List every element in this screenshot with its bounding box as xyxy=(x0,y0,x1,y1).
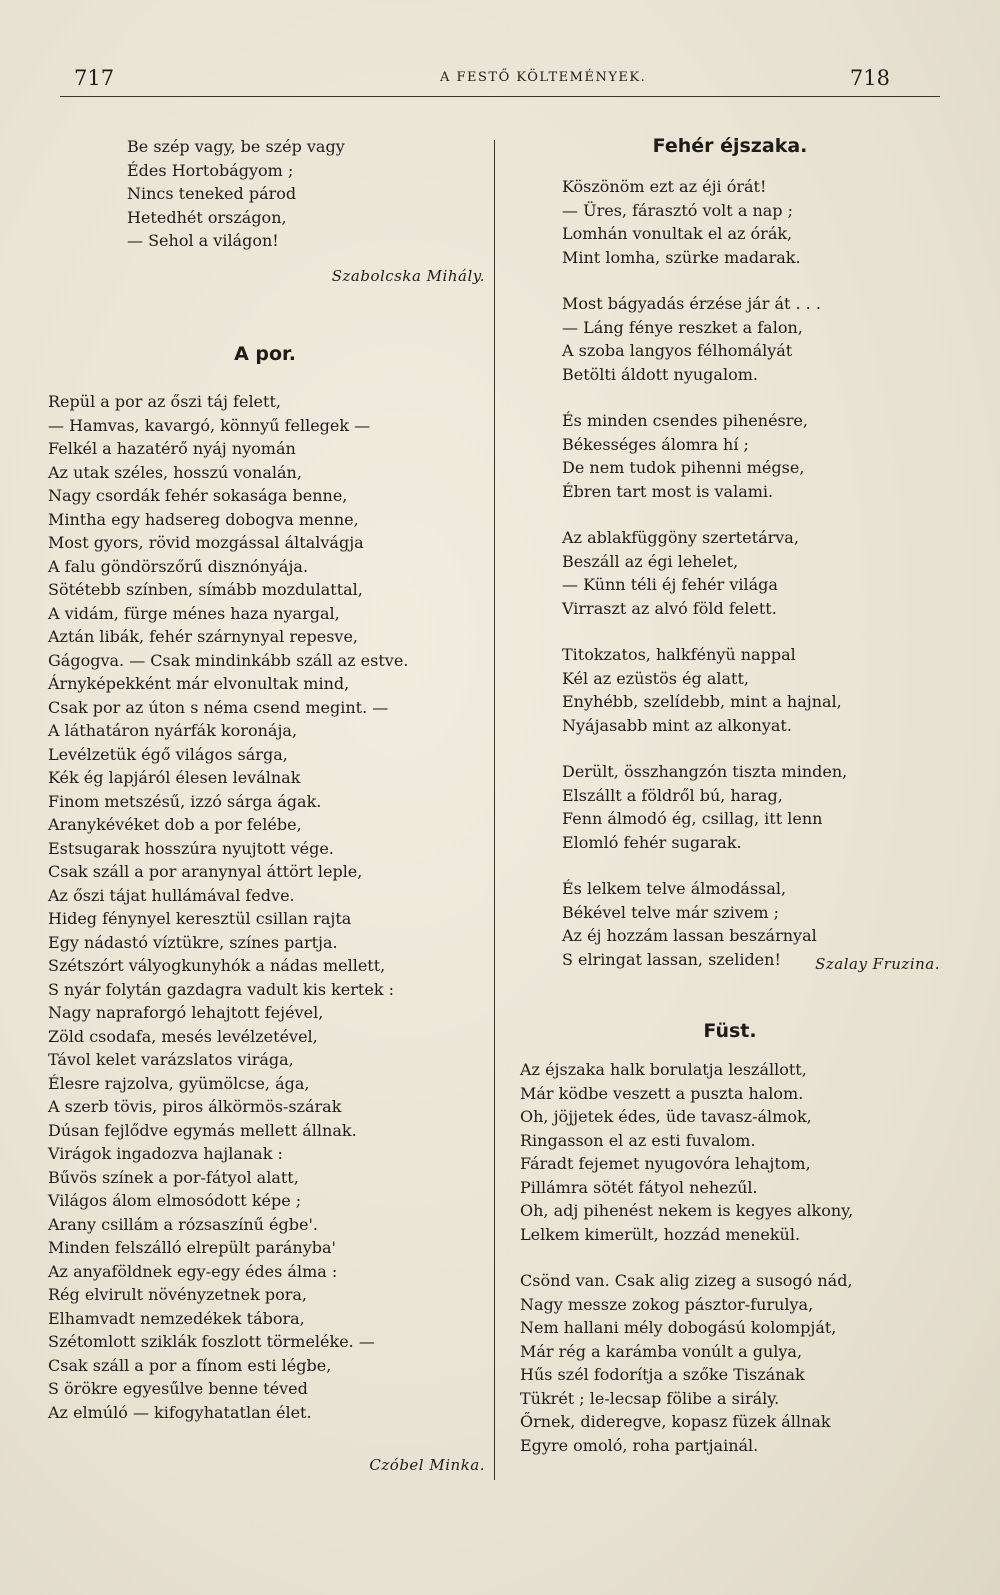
stanza xyxy=(562,292,847,386)
verse-line: A falu göndörszőrű disznónyája. xyxy=(48,556,309,576)
verse-line: Kék ég lapjáról élesen leválnak xyxy=(48,768,301,787)
verse-line: Ringasson el az esti fuvalom. xyxy=(520,1130,756,1150)
verse-line: Most bágyadás érzése jár át . . . xyxy=(562,294,821,313)
verse-line: Már rég a karámba vonúlt a gulya, xyxy=(520,1341,803,1361)
verse-line: És minden csendes pihenésre, xyxy=(562,411,808,430)
verse-line: Csak száll a por a fínom esti légbe, xyxy=(48,1355,332,1375)
verse-line: Aztán libák, fehér szárnynyal repesve, xyxy=(48,627,359,646)
verse-line: Nyájasabb mint az alkonyat. xyxy=(562,715,792,735)
verse-line: Dúsan fejlődve egymás mellett állnak. xyxy=(48,1120,357,1140)
verse-line: Távol kelet varázslatos virága, xyxy=(48,1050,294,1069)
verse-line: Rég elvirult növényzetnek pora, xyxy=(48,1285,307,1304)
verse-line: Szétszórt vályogkunyhók a nádas mellett, xyxy=(48,956,386,975)
poem-body xyxy=(520,1058,853,1480)
author-signature: Szalay Fruzina. xyxy=(815,955,940,973)
verse-line: Szétomlott sziklák foszlott törmeléke. — xyxy=(48,1332,375,1351)
verse-line: Bűvös színek a por-fátyol alatt, xyxy=(48,1167,299,1187)
verse-line: Édes Hortobágyom ; xyxy=(127,160,294,180)
verse-line: Világos álom elmosódott képe ; xyxy=(48,1191,302,1210)
verse-line: Lomhán vonultak el az órák, xyxy=(562,224,793,243)
verse-line: Oh, jöjjetek édes, üde tavasz-álmok, xyxy=(520,1107,812,1126)
stanza xyxy=(562,409,847,503)
poem-body xyxy=(562,175,847,994)
verse-line: Gágogva. — Csak mindinkább száll az estve. xyxy=(48,650,409,670)
verse-line: Nagy csordák fehér sokasága benne, xyxy=(48,486,348,505)
poem-title: Fehér éjszaka. xyxy=(652,135,808,157)
verse-line: Az őszi tájat hullámával fedve. xyxy=(48,885,295,905)
verse-line: Az elmúló — kifogyhatatlan élet. xyxy=(48,1402,312,1422)
verse-line: Csak száll a por aranynyal áttört leple, xyxy=(48,862,363,881)
verse-line: Arany csillám a rózsaszínű égbe'. xyxy=(48,1214,318,1234)
verse-line: — Künn téli éj fehér világa xyxy=(562,575,778,594)
verse-line: — Sehol a világon! xyxy=(127,231,279,250)
verse-line: Mint lomha, szürke madarak. xyxy=(562,247,801,267)
page-header xyxy=(60,62,940,92)
verse-line: Őrnek, dideregve, kopasz füzek állnak xyxy=(520,1412,831,1431)
verse-line: Nagy messze zokog pásztor-furulya, xyxy=(520,1294,814,1314)
verse-line: Lelkem kimerült, hozzád menekül. xyxy=(520,1224,801,1244)
verse-line: Nem hallani mély dobogású kolompját, xyxy=(520,1318,837,1337)
verse-line: A vidám, fürge ménes haza nyargal, xyxy=(48,603,340,623)
verse-line: Enyhébb, szelídebb, mint a hajnal, xyxy=(562,692,842,711)
verse-line: Estsugarak hosszúra nyujtott vége. xyxy=(48,838,334,858)
verse-line: Sötétebb színben, símább mozdulattal, xyxy=(48,580,363,599)
verse-line: Csönd van. Csak alig zizeg a susogó nád, xyxy=(520,1271,853,1290)
verse-line: Levélzetük égő világos sárga, xyxy=(48,744,288,764)
verse-line: Titokzatos, halkfényü nappal xyxy=(562,645,796,664)
column-divider xyxy=(494,140,495,1480)
verse-line: Az éj hozzám lassan beszárnyal xyxy=(562,926,817,945)
verse-line: Most gyors, rövid mozgással általvágja xyxy=(48,533,364,552)
verse-line: S nyár folytán gazdagra vadult kis kertek : xyxy=(48,979,394,999)
verse-line: Nagy napraforgó lehajtott fejével, xyxy=(48,1003,324,1022)
verse-line: Zöld csodafa, mesés levélzetével, xyxy=(48,1026,318,1046)
verse-line: Beszáll az égi lehelet, xyxy=(562,551,739,571)
verse-line: Az anyaföldnek egy-egy édes álma : xyxy=(48,1261,338,1281)
poem-title: Füst. xyxy=(703,1020,757,1042)
verse-line: Elhamvadt nemzedékek tábora, xyxy=(48,1308,305,1328)
verse-line: Hideg fénynyel keresztül csillan rajta xyxy=(48,909,352,928)
verse-line: Virágok ingadozva hajlanak : xyxy=(48,1144,283,1163)
verse-line: Aranykévéket dob a por felébe, xyxy=(48,815,302,834)
verse-line: Tükrét ; le-lecsap fölibe a sirály. xyxy=(520,1388,780,1408)
verse-line: Derült, összhangzón tiszta minden, xyxy=(562,762,848,781)
verse-line: A szoba langyos félhomályát xyxy=(562,341,793,360)
running-title: A FESTŐ KÖLTEMÉNYEK. xyxy=(440,70,647,85)
verse-line: Csak por az úton s néma csend megint. — xyxy=(48,697,389,717)
verse-line: S örökre egyesűlve benne téved xyxy=(48,1379,308,1398)
verse-line: Hetedhét országon, xyxy=(127,207,287,227)
verse-line: A szerb tövis, piros álkörmös-szárak xyxy=(48,1097,342,1116)
verse-line: Hűs szél fodorítja a szőke Tiszának xyxy=(520,1365,805,1384)
verse-line: A láthatáron nyárfák koronája, xyxy=(48,721,298,740)
verse-line: Árnyképekként már elvonultak mind, xyxy=(48,674,350,693)
header-rule xyxy=(60,96,940,97)
left-page-number: 717 xyxy=(74,66,115,90)
verse-line: Fenn álmodó ég, csillag, itt lenn xyxy=(562,809,823,828)
stanza xyxy=(562,760,847,854)
verse-line: Betölti áldott nyugalom. xyxy=(562,364,758,384)
verse-line: Repül a por az őszi táj felett, xyxy=(48,392,281,411)
right-page-number: 718 xyxy=(849,66,890,90)
intro-verse xyxy=(127,135,345,253)
stanza xyxy=(562,643,847,737)
verse-line: S elringat lassan, szeliden! xyxy=(562,949,781,969)
verse-line: Az ablakfüggöny szertetárva, xyxy=(562,528,799,547)
stanza xyxy=(520,1269,853,1457)
verse-line: Felkél a hazatérő nyáj nyomán xyxy=(48,439,296,458)
author-signature: Czóbel Minka. xyxy=(369,1456,485,1474)
verse-line: Békességes álomra hí ; xyxy=(562,434,749,454)
verse-line: Pillámra sötét fátyol nehezűl. xyxy=(520,1177,758,1197)
stanza xyxy=(520,1058,853,1246)
verse-line: Békével telve már szivem ; xyxy=(562,902,780,922)
verse-line: Az éjszaka halk borulatja leszállott, xyxy=(520,1060,807,1079)
verse-line: Elszállt a földről bú, harag, xyxy=(562,785,783,805)
verse-line: Elomló fehér sugarak. xyxy=(562,832,742,852)
verse-line: Fáradt fejemet nyugovóra lehajtom, xyxy=(520,1154,811,1173)
verse-line: Az utak széles, hosszú vonalán, xyxy=(48,462,302,482)
verse-line: De nem tudok pihenni mégse, xyxy=(562,458,805,477)
verse-line: Már ködbe veszett a puszta halom. xyxy=(520,1083,804,1103)
verse-line: Virraszt az alvó föld felett. xyxy=(562,598,777,618)
author-signature: Szabolcska Mihály. xyxy=(331,267,485,285)
verse-line: Mintha egy hadsereg dobogva menne, xyxy=(48,509,359,529)
verse-line: Finom metszésű, izzó sárga ágak. xyxy=(48,791,322,811)
verse-line: Köszönöm ezt az éji órát! xyxy=(562,177,767,196)
verse-line: — Hamvas, kavargó, könnyű fellegek — xyxy=(48,415,371,435)
verse-line: Nincs teneked párod xyxy=(127,184,297,203)
verse-line: Be szép vagy, be szép vagy xyxy=(127,137,345,156)
verse-line: Egyre omoló, roha partjainál. xyxy=(520,1435,759,1455)
poem-title: A por. xyxy=(234,343,296,365)
verse-line: Minden felszálló elrepült parányba' xyxy=(48,1238,336,1257)
verse-line: — Üres, fárasztó volt a nap ; xyxy=(562,200,793,220)
verse-line: Egy nádastó víztükre, színes partja. xyxy=(48,932,338,952)
stanza xyxy=(562,526,847,620)
verse-line: És lelkem telve álmodással, xyxy=(562,879,787,898)
verse-line: — Láng fénye reszket a falon, xyxy=(562,317,803,337)
verse-line: Oh, adj pihenést nekem is kegyes alkony, xyxy=(520,1201,854,1220)
verse-line: Kél az ezüstös ég alatt, xyxy=(562,668,749,688)
verse-line: Ébren tart most is valami. xyxy=(562,481,774,501)
verse-line: Élesre rajzolva, gyümölcse, ága, xyxy=(48,1073,310,1093)
poem-body xyxy=(48,390,408,1424)
stanza xyxy=(562,175,847,269)
